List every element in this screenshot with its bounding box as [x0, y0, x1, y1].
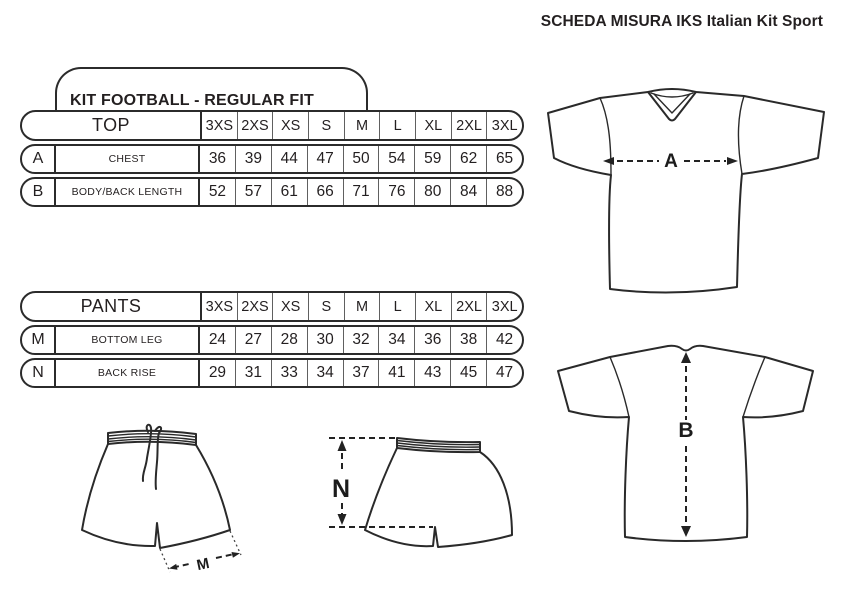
page-title: SCHEDA MISURA IKS Italian Kit Sport	[540, 13, 823, 30]
size-col-header: S	[308, 112, 344, 139]
size-col-header: L	[379, 293, 415, 320]
right-sleeve-seam	[743, 357, 765, 417]
size-col-header: 3XS	[200, 112, 237, 139]
value-cell: 43	[414, 360, 450, 386]
value-cell: 24	[198, 327, 235, 353]
value-cell: 62	[450, 146, 486, 172]
size-col-header: L	[379, 112, 415, 139]
bottom-leg-measure-label: M	[195, 554, 211, 575]
size-col-header: XS	[272, 112, 308, 139]
arrowhead-up	[681, 352, 691, 363]
value-cell: 32	[343, 327, 379, 353]
value-cell: 76	[378, 179, 414, 205]
value-cell: 28	[271, 327, 307, 353]
value-cell: 47	[486, 360, 522, 386]
size-col-header: 3XS	[200, 293, 237, 320]
back-length-measure-arrow	[678, 352, 693, 537]
row-label: CHEST	[108, 153, 146, 165]
arrowhead-down	[338, 514, 347, 525]
waistband	[108, 431, 196, 445]
value-cell: 80	[414, 179, 450, 205]
value-cell: 45	[450, 360, 486, 386]
left-sleeve-seam	[610, 357, 629, 417]
shorts-front-diagram	[58, 418, 258, 590]
row-label: BACK RISE	[97, 367, 157, 379]
value-cell: 84	[450, 179, 486, 205]
value-cell: 37	[343, 360, 379, 386]
value-cell: 88	[486, 179, 522, 205]
value-cell: 66	[307, 179, 343, 205]
size-col-header: S	[308, 293, 344, 320]
back-rise-measure-label: N	[331, 475, 351, 503]
top-table-title: TOP	[92, 115, 130, 135]
right-sleeve-seam	[739, 96, 745, 174]
chest-measure-arrow	[603, 151, 738, 172]
table-row-back-rise	[20, 358, 524, 388]
arrowhead-up	[338, 440, 347, 451]
top-size-table	[20, 110, 524, 207]
value-cell: 57	[235, 179, 271, 205]
size-col-header: 2XL	[451, 293, 487, 320]
shorts-back-diagram	[315, 415, 545, 590]
pants-table-header-row	[20, 291, 524, 322]
value-cell: 38	[450, 327, 486, 353]
arrowhead-right	[727, 157, 738, 165]
value-cell: 36	[414, 327, 450, 353]
row-code: B	[22, 179, 56, 205]
value-cell: 47	[307, 146, 343, 172]
size-col-header: M	[344, 293, 380, 320]
value-cell: 27	[235, 327, 271, 353]
table-row-chest	[20, 144, 524, 174]
value-cell: 34	[307, 360, 343, 386]
size-col-header: M	[344, 112, 380, 139]
value-cell: 59	[414, 146, 450, 172]
size-col-header: 2XS	[237, 293, 273, 320]
shirt-front-diagram	[532, 80, 840, 332]
value-cell: 29	[198, 360, 235, 386]
value-cell: 34	[378, 327, 414, 353]
value-cell: 31	[235, 360, 271, 386]
pants-size-table	[20, 291, 524, 388]
size-col-header: XS	[272, 293, 308, 320]
shorts-front-body-outline	[82, 444, 230, 548]
value-cell: 30	[307, 327, 343, 353]
arrowhead-down	[681, 526, 691, 537]
size-col-header: 3XL	[486, 293, 522, 320]
value-cell: 52	[198, 179, 235, 205]
value-cell: 39	[235, 146, 271, 172]
row-code: M	[22, 327, 56, 353]
value-cell: 36	[198, 146, 235, 172]
row-code: A	[22, 146, 56, 172]
top-table-header-row	[20, 110, 524, 141]
chest-measure-label: A	[664, 151, 678, 172]
arrowhead-right	[232, 552, 241, 558]
value-cell: 44	[271, 146, 307, 172]
shirt-front-body-outline	[548, 89, 824, 293]
size-col-header: 2XS	[237, 112, 273, 139]
row-label: BOTTOM LEG	[91, 334, 163, 346]
value-cell: 42	[486, 327, 522, 353]
left-sleeve-seam	[600, 98, 611, 175]
bottom-leg-measure-arrow	[160, 531, 241, 574]
pants-table-title: PANTS	[80, 296, 142, 316]
value-cell: 33	[271, 360, 307, 386]
shirt-back-diagram	[532, 330, 840, 588]
waistband	[397, 438, 480, 452]
value-cell: 41	[378, 360, 414, 386]
size-col-header: 3XL	[486, 112, 522, 139]
table-row-bottom-leg	[20, 325, 524, 355]
row-label: BODY/BACK LENGTH	[71, 186, 183, 198]
value-cell: 71	[343, 179, 379, 205]
value-cell: 61	[271, 179, 307, 205]
size-col-header: 2XL	[451, 112, 487, 139]
kit-tab-label: KIT FOOTBALL - REGULAR FIT	[70, 92, 314, 109]
collar-back-line	[651, 93, 693, 97]
back-length-measure-label: B	[678, 419, 694, 442]
value-cell: 50	[343, 146, 379, 172]
kit-football-tab	[55, 67, 368, 113]
row-code: N	[22, 360, 56, 386]
value-cell: 65	[486, 146, 522, 172]
size-col-header: XL	[415, 112, 451, 139]
size-col-header: XL	[415, 293, 451, 320]
shorts-back-body-outline	[365, 448, 512, 547]
arrowhead-left	[603, 157, 614, 165]
value-cell: 54	[378, 146, 414, 172]
table-row-body-back-length	[20, 177, 524, 207]
